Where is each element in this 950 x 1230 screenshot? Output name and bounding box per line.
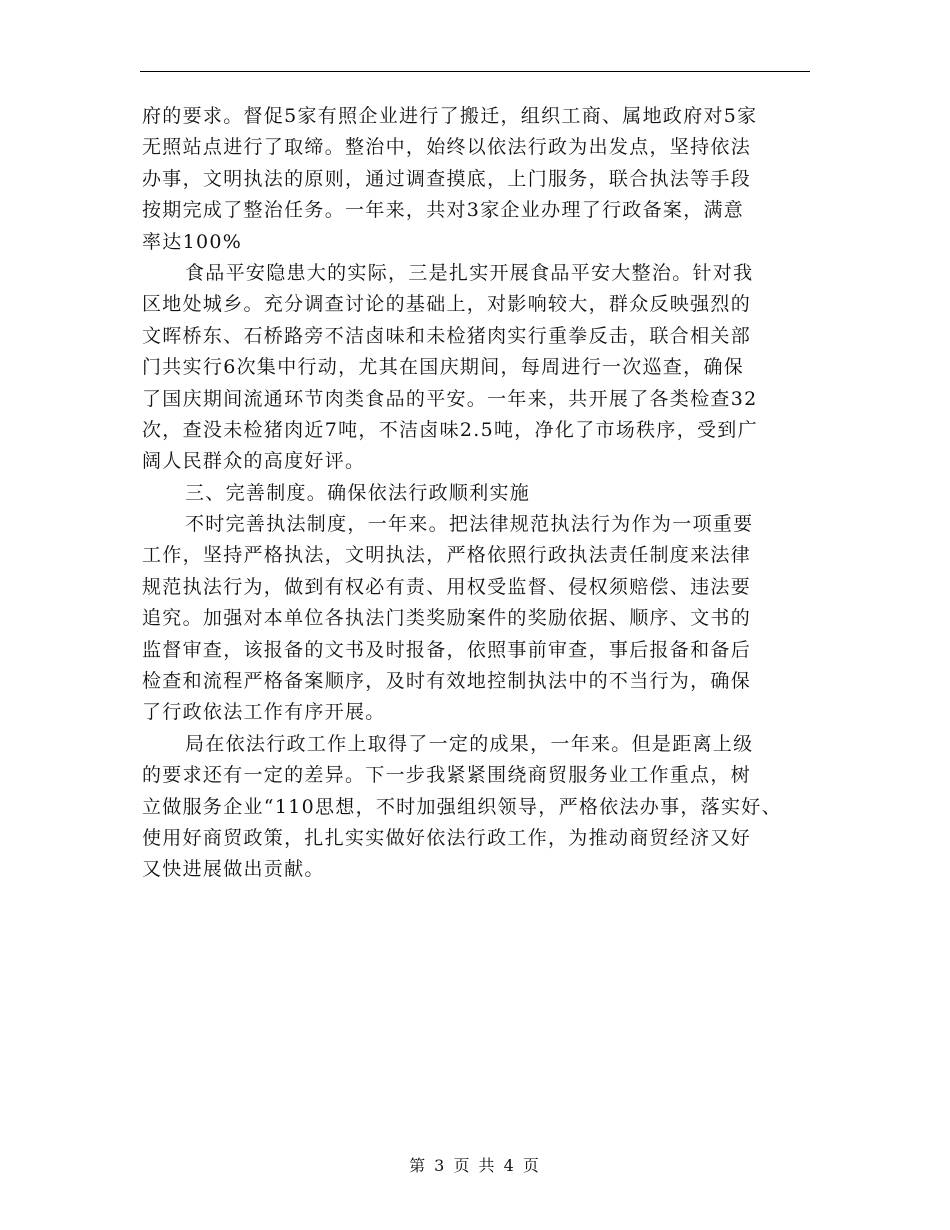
body-text <box>142 101 832 886</box>
text-line: 的要求还有一定的差异。下一步我紧紧围绕商贸服务业工作重点，树 <box>142 764 752 787</box>
text-line: 区地处城乡。充分调查讨论的基础上，对影响较大，群众反映强烈的 <box>142 293 752 316</box>
text-line: 食品平安隐患大的实际，三是扎实开展食品平安大整治。针对我 <box>185 261 754 284</box>
header-rule <box>140 71 810 72</box>
text-line: 追究。加强对本单位各执法门类奖励案件的奖励依据、顺序、文书的 <box>142 607 752 630</box>
text-line: 不时完善执法制度，一年来。把法律规范执法行为作为一项重要 <box>185 513 754 536</box>
text-line: 府的要求。督促5家有照企业进行了搬迁，组织工商、属地政府对5家 <box>142 105 758 127</box>
text-line: 局在依法行政工作上取得了一定的成果，一年来。但是距离上级 <box>185 732 754 755</box>
text-line: 规范执法行为，做到有权必有责、用权受监督、侵权须赔偿、违法要 <box>142 575 752 598</box>
text-line: 检查和流程严格备案顺序，及时有效地控制执法中的不当行为，确保 <box>142 670 752 693</box>
text-line: 办事，文明执法的原则，通过调查摸底，上门服务，联合执法等手段 <box>142 167 752 190</box>
text-line: 了行政依法工作有序开展。 <box>142 701 386 724</box>
text-line: 率达100% <box>142 230 243 253</box>
text-line: 门共实行6次集中行动，尤其在国庆期间，每周进行一次巡查，确保 <box>142 356 745 379</box>
text-line: 文晖桥东、石桥路旁不洁卤味和未检猪肉实行重拳反击，联合相关部 <box>142 324 752 347</box>
text-line: 又快进展做出贡献。 <box>142 858 325 881</box>
text-line: 三、完善制度。确保依法行政顺利实施 <box>185 481 531 504</box>
text-line: 监督审查，该报备的文书及时报备，依照事前审查，事后报备和备后 <box>142 638 752 661</box>
text-line: 次，查没未检猪肉近7吨，不洁卤味2.5吨，净化了市场秩序，受到广 <box>142 418 758 441</box>
text-line: 无照站点进行了取缔。整治中，始终以依法行政为出发点，坚持依法 <box>142 136 752 159</box>
text-line: 按期完成了整治任务。一年来，共对3家企业办理了行政备案，满意 <box>142 199 745 222</box>
text-line: 工作，坚持严格执法，文明执法，严格依照行政执法责任制度来法律 <box>142 544 752 567</box>
page-footer: 第 3 页 共 4 页 <box>409 1156 541 1175</box>
text-line: 立做服务企业“110思想，不时加强组织领导，严格依法办事，落实好、 <box>142 795 782 818</box>
text-line: 使用好商贸政策，扎扎实实做好依法行政工作，为推动商贸经济又好 <box>142 826 752 849</box>
text-line: 阔人民群众的高度好评。 <box>142 450 366 473</box>
text-line: 了国庆期间流通环节肉类食品的平安。一年来，共开展了各类检查32 <box>142 387 758 410</box>
